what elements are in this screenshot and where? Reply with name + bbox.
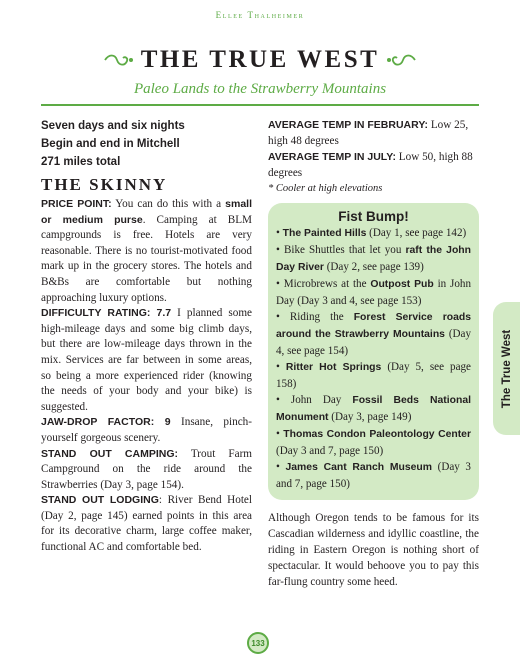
list-item-text: in John Day (Day 3 and 4, see page 153) — [276, 278, 471, 307]
left-swirl-ornament-icon — [103, 52, 133, 68]
camping-label: STAND OUT CAMPING: — [41, 447, 178, 460]
difficulty-text: I planned some high-mileage days and some big climb days, but there are low-mileage days thrown in the mix. Services are far between in some areas, so being a more experienced rider (knowing the needs of your body and your bike) is suggested. — [41, 307, 252, 413]
list-item-highlight: The Painted Hills — [282, 228, 367, 239]
section-heading-skinny: THE SKINNY — [41, 175, 168, 194]
trip-distance: 271 miles total — [41, 156, 121, 168]
jaw-drop-label: JAW-DROP FACTOR: 9 — [41, 416, 171, 429]
temp-february — [268, 117, 479, 149]
list-item-text: (Day 3, page 149) — [328, 411, 412, 423]
page-number-badge — [247, 632, 269, 654]
temp-february-text: Low 25, high 48 degrees — [268, 119, 469, 147]
list-item — [276, 276, 471, 309]
price-point-text: You can do this with a — [111, 198, 226, 210]
chapter-subtitle: Paleo Lands to the Strawberry Mountains — [133, 81, 387, 97]
running-header-author: Ellee Thalheimer — [215, 10, 305, 20]
side-tab-label: The True West — [500, 329, 513, 408]
difficulty-paragraph — [41, 306, 252, 415]
list-item-text: • — [276, 461, 286, 473]
jaw-drop-paragraph — [41, 415, 252, 446]
list-item-highlight: Fossil Beds National Monument — [276, 395, 471, 423]
temp-note: * Cooler at high elevations — [268, 183, 383, 194]
list-item-text: (Day 1, see page 142) — [366, 227, 467, 239]
difficulty-label: DIFFICULTY RATING: 7.7 — [41, 307, 172, 320]
list-item-text: (Day 2, see page 139) — [323, 261, 424, 273]
list-item-text: • — [276, 361, 286, 373]
list-item-text: • John Day — [276, 394, 353, 406]
temp-july-text: Low 50, high 88 degrees — [268, 151, 473, 179]
trip-summary — [41, 117, 252, 171]
list-item — [276, 426, 471, 459]
list-item — [276, 359, 471, 392]
list-item-text: • — [276, 428, 284, 440]
fist-bump-title: Fist Bump! — [338, 209, 409, 224]
list-item-highlight: raft the John Day River — [276, 245, 471, 273]
price-point-label: PRICE POINT: — [41, 198, 112, 210]
right-swirl-ornament-icon — [387, 52, 417, 68]
list-item — [276, 392, 471, 426]
price-point-highlight: small or medium purse — [41, 198, 252, 226]
list-item-highlight: Ritter Hot Springs — [285, 362, 382, 373]
list-item-text: (Day 5, see page 158) — [276, 361, 471, 390]
list-item — [276, 459, 471, 492]
fist-bump-box — [268, 203, 479, 500]
left-column — [41, 117, 252, 556]
price-point-text-cont: . Camping at BLM campgrounds is free. Hotels are very reasonable. There is no tourist-motivated food mark up in the grocery stores. The hotels and B&Bs are comfortable but nothing approaching luxury options. — [41, 213, 252, 304]
lodging-paragraph — [41, 493, 252, 555]
trip-start-end: Begin and end in Mitchell — [41, 138, 180, 150]
chapter-title: THE TRUE WEST — [140, 46, 380, 73]
list-item-highlight: Forest Service roads around the Strawberry Mountains — [276, 312, 471, 340]
list-item-text: • — [276, 227, 283, 239]
list-item-text: (Day 3 and 7, page 150) — [276, 461, 471, 490]
right-column — [268, 117, 479, 590]
list-item-highlight: James Cant Ranch Museum — [285, 462, 433, 473]
camping-text: Trout Farm Campground on the ride around the Strawberries (Day 3, page 154). — [41, 447, 252, 491]
list-item-highlight: Thomas Condon Paleontology Center — [283, 429, 471, 440]
header-divider — [41, 104, 479, 106]
list-item-text: • Microbrews at the — [276, 278, 371, 290]
chapter-title-row — [0, 46, 520, 74]
list-item-text: • Bike Shuttles that let you — [276, 244, 406, 256]
camping-paragraph — [41, 447, 252, 494]
list-item-text: (Day 3 and 7, page 150) — [276, 445, 384, 457]
chapter-side-tab — [493, 302, 520, 435]
list-item-highlight: Outpost Pub — [370, 279, 434, 290]
lodging-label: STAND OUT LODGING — [41, 494, 159, 507]
temp-february-label: AVERAGE TEMP IN FEBRUARY: — [268, 119, 429, 131]
list-item — [276, 225, 471, 242]
price-point-paragraph — [41, 197, 252, 306]
list-item-text: • Riding the — [276, 311, 354, 323]
temp-july-label: AVERAGE TEMP IN JULY: — [268, 151, 396, 163]
trip-duration: Seven days and six nights — [41, 120, 185, 132]
page-number: 133 — [251, 638, 265, 648]
list-item — [276, 242, 471, 276]
closing-paragraph: Although Oregon tends to be famous for its Cascadian wilderness and idyllic coastline, the riding in Eastern Oregon is nothing short of spectacular. It would behoove you to pay this far-flung country some heed. — [268, 512, 479, 588]
list-item-text: (Day 4, see page 154) — [276, 328, 471, 357]
lodging-text: : River Bend Hotel (Day 2, page 145) earned points in this area for its decorative charm, large coffee maker, functional AC and comfortable bed. — [41, 494, 252, 554]
jaw-drop-text: Insane, pinch-yourself gorgeous scenery. — [41, 416, 252, 444]
temp-july — [268, 149, 479, 181]
list-item — [276, 309, 471, 359]
